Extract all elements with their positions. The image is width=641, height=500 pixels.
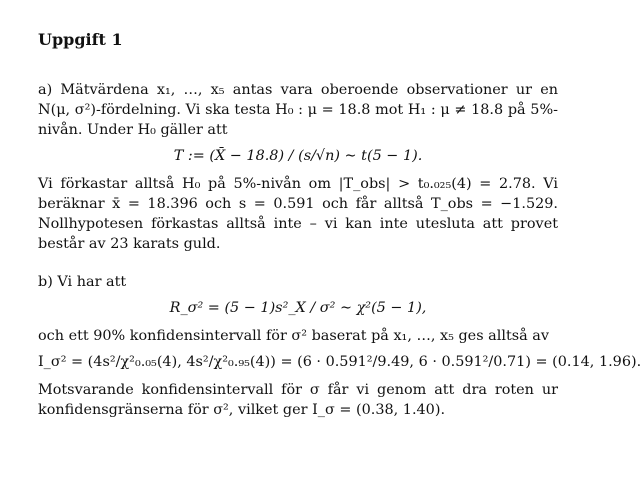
part-b-conclusion: Motsvarande konfidensintervall för σ får vi genom att dra roten ur konfidensgränserna för σ², vilket ger I_σ = (0.38, 1.40). bbox=[38, 382, 558, 418]
page-title: Uppgift 1 bbox=[38, 30, 123, 49]
part-a-intro: a) Mätvärdena x₁, …, x₅ antas vara oberoende observationer ur en N(μ, σ²)-fördelning. Vi ska testa H₀ : μ = 18.8 mot H₁ : μ ≠ 18.8 på 5%-nivån. Under H₀ gäller att bbox=[38, 82, 558, 138]
part-b-intro: b) Vi har att bbox=[38, 274, 127, 290]
chi-square-statistic-formula: R_σ² = (5 − 1)s²_X / σ² ∼ χ²(5 − 1), bbox=[169, 300, 427, 316]
document-page bbox=[38, 30, 641, 420]
part-a-conclusion: Vi förkastar alltså H₀ på 5%-nivån om |T_obs| > t₀.₀₂₅(4) = 2.78. Vi beräknar x̄ = 18.396 och s = 0.591 och får alltså T_obs = −1.529. Nollhypotesen förkastas alltså inte – vi kan inte utesluta att provet består av 23 karats guld. bbox=[38, 176, 558, 252]
part-b-middle: och ett 90% konfidensintervall för σ² baserat på x₁, …, x₅ ges alltså av bbox=[38, 328, 549, 344]
confidence-interval-formula: I_σ² = (4s²/χ²₀.₀₅(4), 4s²/χ²₀.₉₅(4)) = (6 · 0.591²/9.49, 6 · 0.591²/0.71) = (0.14, 1.96). bbox=[38, 354, 641, 370]
test-statistic-formula: T := (X̄ − 18.8) / (s/√n) ∼ t(5 − 1). bbox=[173, 148, 423, 164]
